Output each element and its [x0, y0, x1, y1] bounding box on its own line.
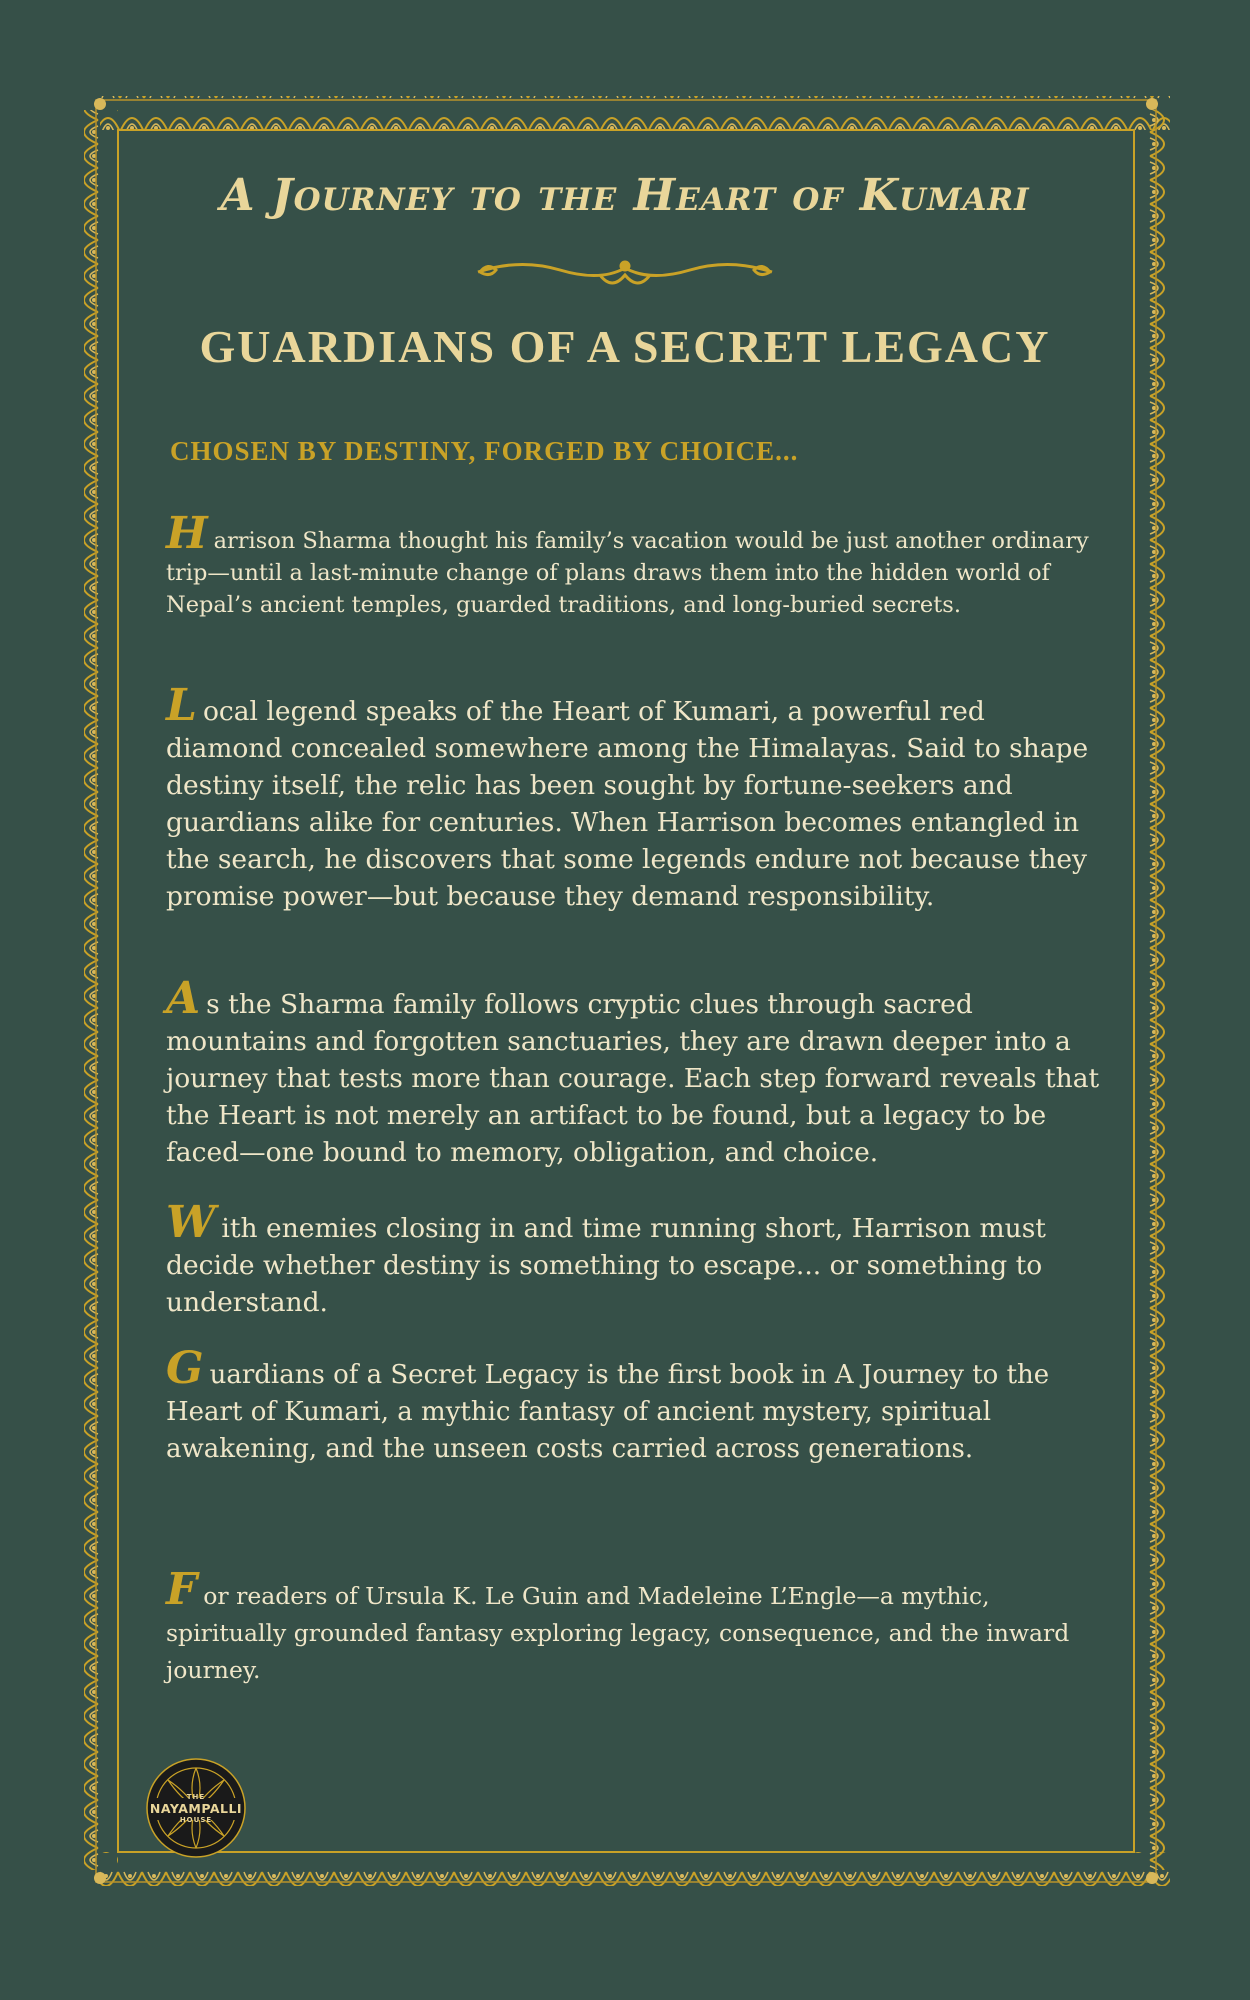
logo-top-text: THE: [186, 1792, 206, 1801]
book-title: GUARDIANS OF A SECRET LEGACY: [199, 321, 1051, 372]
drop-cap: F: [166, 1564, 198, 1615]
publisher-logo-text: [146, 1758, 246, 1858]
drop-cap: H: [166, 508, 208, 559]
series-title: A Journey to the Heart of Kumari: [220, 170, 1030, 221]
drop-cap: G: [166, 1343, 204, 1394]
divider-flourish: [478, 262, 772, 283]
paragraph-text: s the Sharma family follows cryptic clues through sacred mountains and forgotten sanctuaries, they are drawn deeper into a journey that tests more than courage. Each step forward reveals that the Heart is not merely an artifact to be found, but a legacy to be faced—one bound to memory, obligation, and choice.: [166, 989, 1100, 1168]
paragraph-text: or readers of Ursula K. Le Guin and Madeleine L’Engle—a mythic, spiritually grounded fantasy exploring legacy, consequence, and the inward journey.: [166, 1582, 1070, 1684]
blurb-paragraph-5: [166, 1343, 1106, 1468]
tagline: CHOSEN BY DESTINY, FORGED BY CHOICE...: [170, 436, 799, 466]
blurb-paragraph-4: [166, 1197, 1106, 1321]
drop-cap: W: [166, 1197, 216, 1248]
logo-name-text: NAYAMPALLI: [149, 1800, 243, 1816]
logo-bottom-text: HOUSE: [179, 1815, 213, 1824]
paragraph-text: ocal legend speaks of the Heart of Kumari, a powerful red diamond concealed somewhere among the Himalayas. Said to shape destiny itself, the relic has been sought by fortune-seekers and guardians alike for centuries. When Harrison becomes entangled in the search, he discovers that some legends endure not because they promise power—but because they demand responsibility.: [166, 696, 1089, 912]
paragraph-text: uardians of a Secret Legacy is the first book in A Journey to the Heart of Kumari, a mythic fantasy of ancient mystery, spiritual awakening, and the unseen costs carried across generations.: [166, 1360, 1050, 1464]
blurb-paragraph-3: [166, 973, 1106, 1171]
blurb-paragraph-1: [166, 508, 1106, 621]
blurb-paragraph-2: [166, 680, 1106, 915]
drop-cap: L: [166, 680, 197, 731]
drop-cap: A: [166, 973, 201, 1024]
paragraph-text: ith enemies closing in and time running short, Harrison must decide whether destiny is something to escape... or something to understand.: [166, 1213, 1046, 1318]
paragraph-text: arrison Sharma thought his family’s vacation would be just another ordinary trip—until a last-minute change of plans draws them into the hidden world of Nepal’s ancient temples, guarded traditions, and long-buried secrets.: [166, 528, 1089, 618]
blurb-paragraph-6: [166, 1564, 1106, 1689]
